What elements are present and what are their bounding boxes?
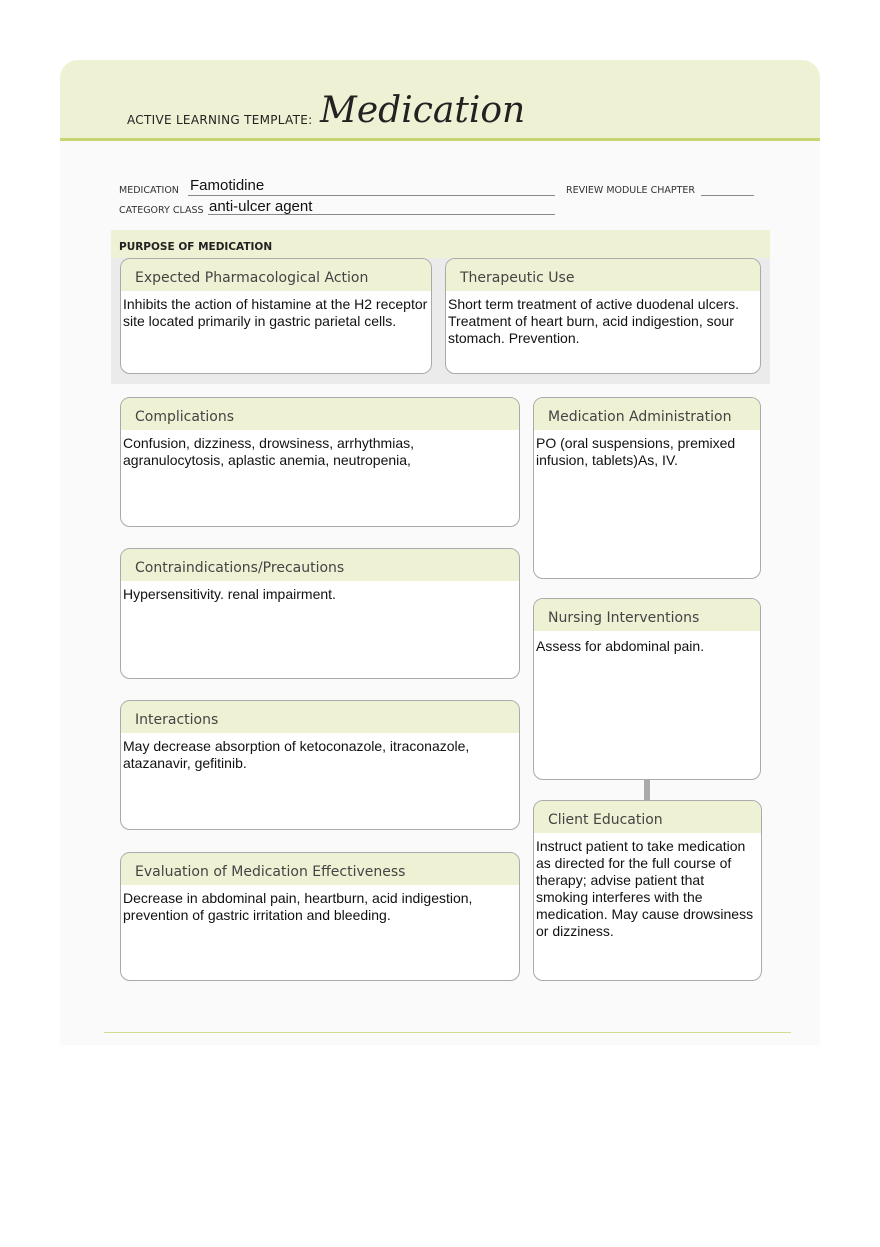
box-evaluation: [120, 852, 520, 981]
footer-divider: [104, 1032, 791, 1033]
box-text[interactable]: Decrease in abdominal pain, heartburn, acid indigestion, prevention of gastric irritation and bleeding.: [123, 890, 473, 923]
box-title: Therapeutic Use: [446, 259, 760, 291]
template-prefix: ACTIVE LEARNING TEMPLATE:: [127, 113, 313, 127]
box-title: Medication Administration: [534, 398, 760, 430]
medication-underline: [188, 195, 555, 196]
box-text[interactable]: Assess for abdominal pain.: [536, 638, 705, 654]
box-nursing-interventions: [533, 598, 761, 780]
box-client-education: [533, 800, 762, 981]
medication-field[interactable]: Famotidine: [190, 177, 265, 194]
box-title: Complications: [121, 398, 519, 430]
box-title: Evaluation of Medication Effectiveness: [121, 853, 519, 885]
box-therapeutic-use: [445, 258, 761, 374]
template-title: Medication: [320, 90, 526, 131]
box-text[interactable]: PO (oral suspensions, premixed infusion, tablets)As, IV.: [536, 435, 736, 468]
category-field[interactable]: anti-ulcer agent: [209, 198, 313, 215]
box-text[interactable]: Hypersensitivity. renal impairment.: [123, 586, 336, 602]
review-module-field[interactable]: [701, 195, 754, 196]
medication-label: MEDICATION: [119, 185, 179, 196]
box-contraindications: [120, 548, 520, 679]
box-title: Contraindications/Precautions: [121, 549, 519, 581]
category-label: CATEGORY CLASS: [119, 205, 204, 216]
box-text[interactable]: Inhibits the action of histamine at the H2 receptor site located primarily in gastric parietal cells.: [123, 296, 428, 329]
box-text[interactable]: Confusion, dizziness, drowsiness, arrhythmias, agranulocytosis, aplastic anemia, neutropenia,: [123, 435, 415, 468]
box-pharmacological-action: [120, 258, 432, 374]
box-text[interactable]: May decrease absorption of ketoconazole, itraconazole, atazanavir, gefitinib.: [123, 738, 470, 771]
box-title: Client Education: [534, 801, 761, 833]
box-text[interactable]: Instruct patient to take medication as directed for the full course of therapy; advise patient that smoking interferes with the medication. May cause drowsiness or dizziness.: [536, 838, 754, 939]
box-interactions: [120, 700, 520, 830]
purpose-title: PURPOSE OF MEDICATION: [119, 241, 273, 253]
box-title: Interactions: [121, 701, 519, 733]
connector: [644, 780, 650, 800]
box-text[interactable]: Short term treatment of active duodenal ulcers. Treatment of heart burn, acid indigestion, sour stomach. Prevention.: [448, 296, 740, 346]
review-module-label: REVIEW MODULE CHAPTER: [566, 185, 695, 196]
box-medication-administration: [533, 397, 761, 579]
category-underline: [208, 214, 555, 215]
box-title: Nursing Interventions: [534, 599, 760, 631]
box-title: Expected Pharmacological Action: [121, 259, 431, 291]
box-complications: [120, 397, 520, 527]
